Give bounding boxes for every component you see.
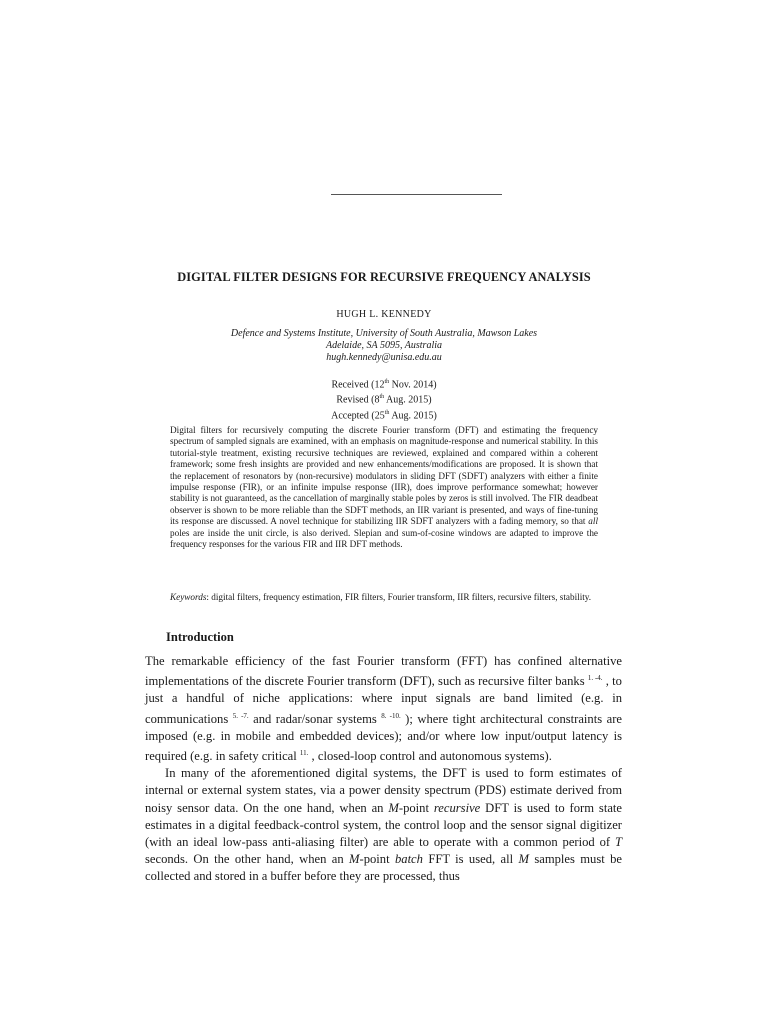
date-accepted-month: Aug. 2015) [389, 409, 437, 421]
date-accepted [0, 407, 768, 422]
date-revised-month: Aug. 2015) [384, 394, 432, 406]
citation-ref[interactable]: 5. -7. [232, 711, 249, 720]
para2-text: In many of the aforementioned digital systems, the DFT is used to form estimates of internal or external system states, via a power density spectrum (PDS) estimate derived from noisy sensor data. On the one hand, when an [145, 766, 622, 815]
date-revised-day: Revised (8 [336, 394, 380, 406]
date-received-suffix: th [384, 379, 390, 385]
keywords [170, 592, 598, 603]
para1-text: The remarkable efficiency of the fast Fourier transform (FFT) has confined alternative implementations of the discrete Fourier transform (DFT), such as recursive filter banks [145, 654, 622, 689]
abstract-text: Digital filters for recursively computing the discrete Fourier transform (DFT) and estimating the frequency spectrum of sampled signals are examined, with an emphasis on magnitude-response and numerical stability. In this tutorial-style treatment, existing recursive techniques are reviewed, explained and compared within a coherent framework; some fresh insights are provided and new enhancements/modifications are proposed. It is shown that the replacement of resonators by (non-recursive) modulators in sliding DFT (SDFT) analyzers with either a finite impulse response (FIR), or an infinite impulse response (IIR), does improve performance somewhat; however stability is not guaranteed, as the cancellation of marginally stable poles by zeros is still involved. The FIR deadbeat observer is shown to be more reliable than the SDFT methods, an IIR variant is presented, and ways of fine-tuning its response are discussed. A novel technique for stabilizing IIR SDFT analyzers with a fading memory, so that [170, 425, 598, 527]
dates-block [0, 376, 768, 422]
math-symbol: M [518, 852, 529, 867]
keywords-label: Keywords [170, 592, 207, 602]
para2-text: seconds. On the other hand, when an [145, 852, 350, 867]
para2-text: FFT is used, all [422, 852, 519, 867]
keywords-list: : digital filters, frequency estimation, FIR filters, Fourier transform, IIR filters, recursive filters, stability. [206, 592, 592, 602]
citation-ref[interactable]: 1. -4. [587, 674, 603, 683]
affiliation-institute: Defence and Systems Institute, University of South Australia, Mawson Lakes [230, 328, 538, 339]
para1-text: , to just a handful of niche applications: where input signals are band limited (e.g. in communications [145, 674, 622, 726]
math-symbol: T [614, 835, 622, 850]
author-name: HUGH L. KENNEDY [336, 309, 432, 320]
date-accepted-day: Accepted (25 [331, 409, 385, 421]
math-symbol: M [388, 800, 399, 815]
top-separator-rule [331, 194, 502, 195]
intro-paragraph-2 [145, 765, 622, 885]
intro-paragraph-1 [145, 653, 622, 765]
affiliation-block [0, 328, 768, 364]
introduction-body [145, 653, 622, 886]
citation-ref[interactable]: 11. [299, 749, 309, 758]
date-revised [0, 391, 768, 406]
affiliation-email[interactable]: hugh.kennedy@unisa.edu.au [326, 352, 442, 363]
date-revised-suffix: th [379, 394, 385, 401]
para1-text: , closed-loop control and autonomous systems). [308, 749, 552, 764]
para2-text: DFT is used to form state estimates in a digital feedback-control system, the control loop and the sensor signal digitizer (with an ideal low-pass anti-aliasing filter) are able to operate with a common period of [145, 800, 623, 850]
math-symbol: M [349, 852, 360, 867]
date-received-day: Received (12 [331, 379, 385, 391]
section-heading-introduction: Introduction [166, 630, 234, 644]
abstract [170, 425, 598, 550]
emphasis-text: recursive [433, 800, 481, 815]
affiliation-address: Adelaide, SA 5095, Australia [325, 340, 442, 351]
date-received-month: Nov. 2014) [389, 379, 437, 391]
para2-text: -point [398, 800, 434, 815]
abstract-text-cont: poles are inside the unit circle, is also derived. Slepian and sum-of-cosine windows are adapted to improve the frequency responses for the various FIR and IIR DFT methods. [170, 527, 598, 550]
paper-title: DIGITAL FILTER DESIGNS FOR RECURSIVE FREQUENCY ANALYSIS [177, 270, 591, 284]
date-received [0, 376, 768, 391]
para1-text: and radar/sonar systems [248, 711, 382, 726]
date-accepted-suffix: th [384, 409, 390, 416]
para2-text: -point [359, 852, 395, 867]
citation-ref[interactable]: 8. -10. [381, 711, 401, 720]
abstract-emphasis: all [588, 516, 598, 527]
emphasis-text: batch [394, 852, 423, 867]
para1-text: ); where tight architectural constraints are imposed (e.g. in mobile and embedded devices); and/or where low input/output latency is required (e.g. in safety critical [145, 711, 622, 764]
para2-text: samples must be collected and stored in a buffer before they are processed, thus [145, 852, 623, 884]
